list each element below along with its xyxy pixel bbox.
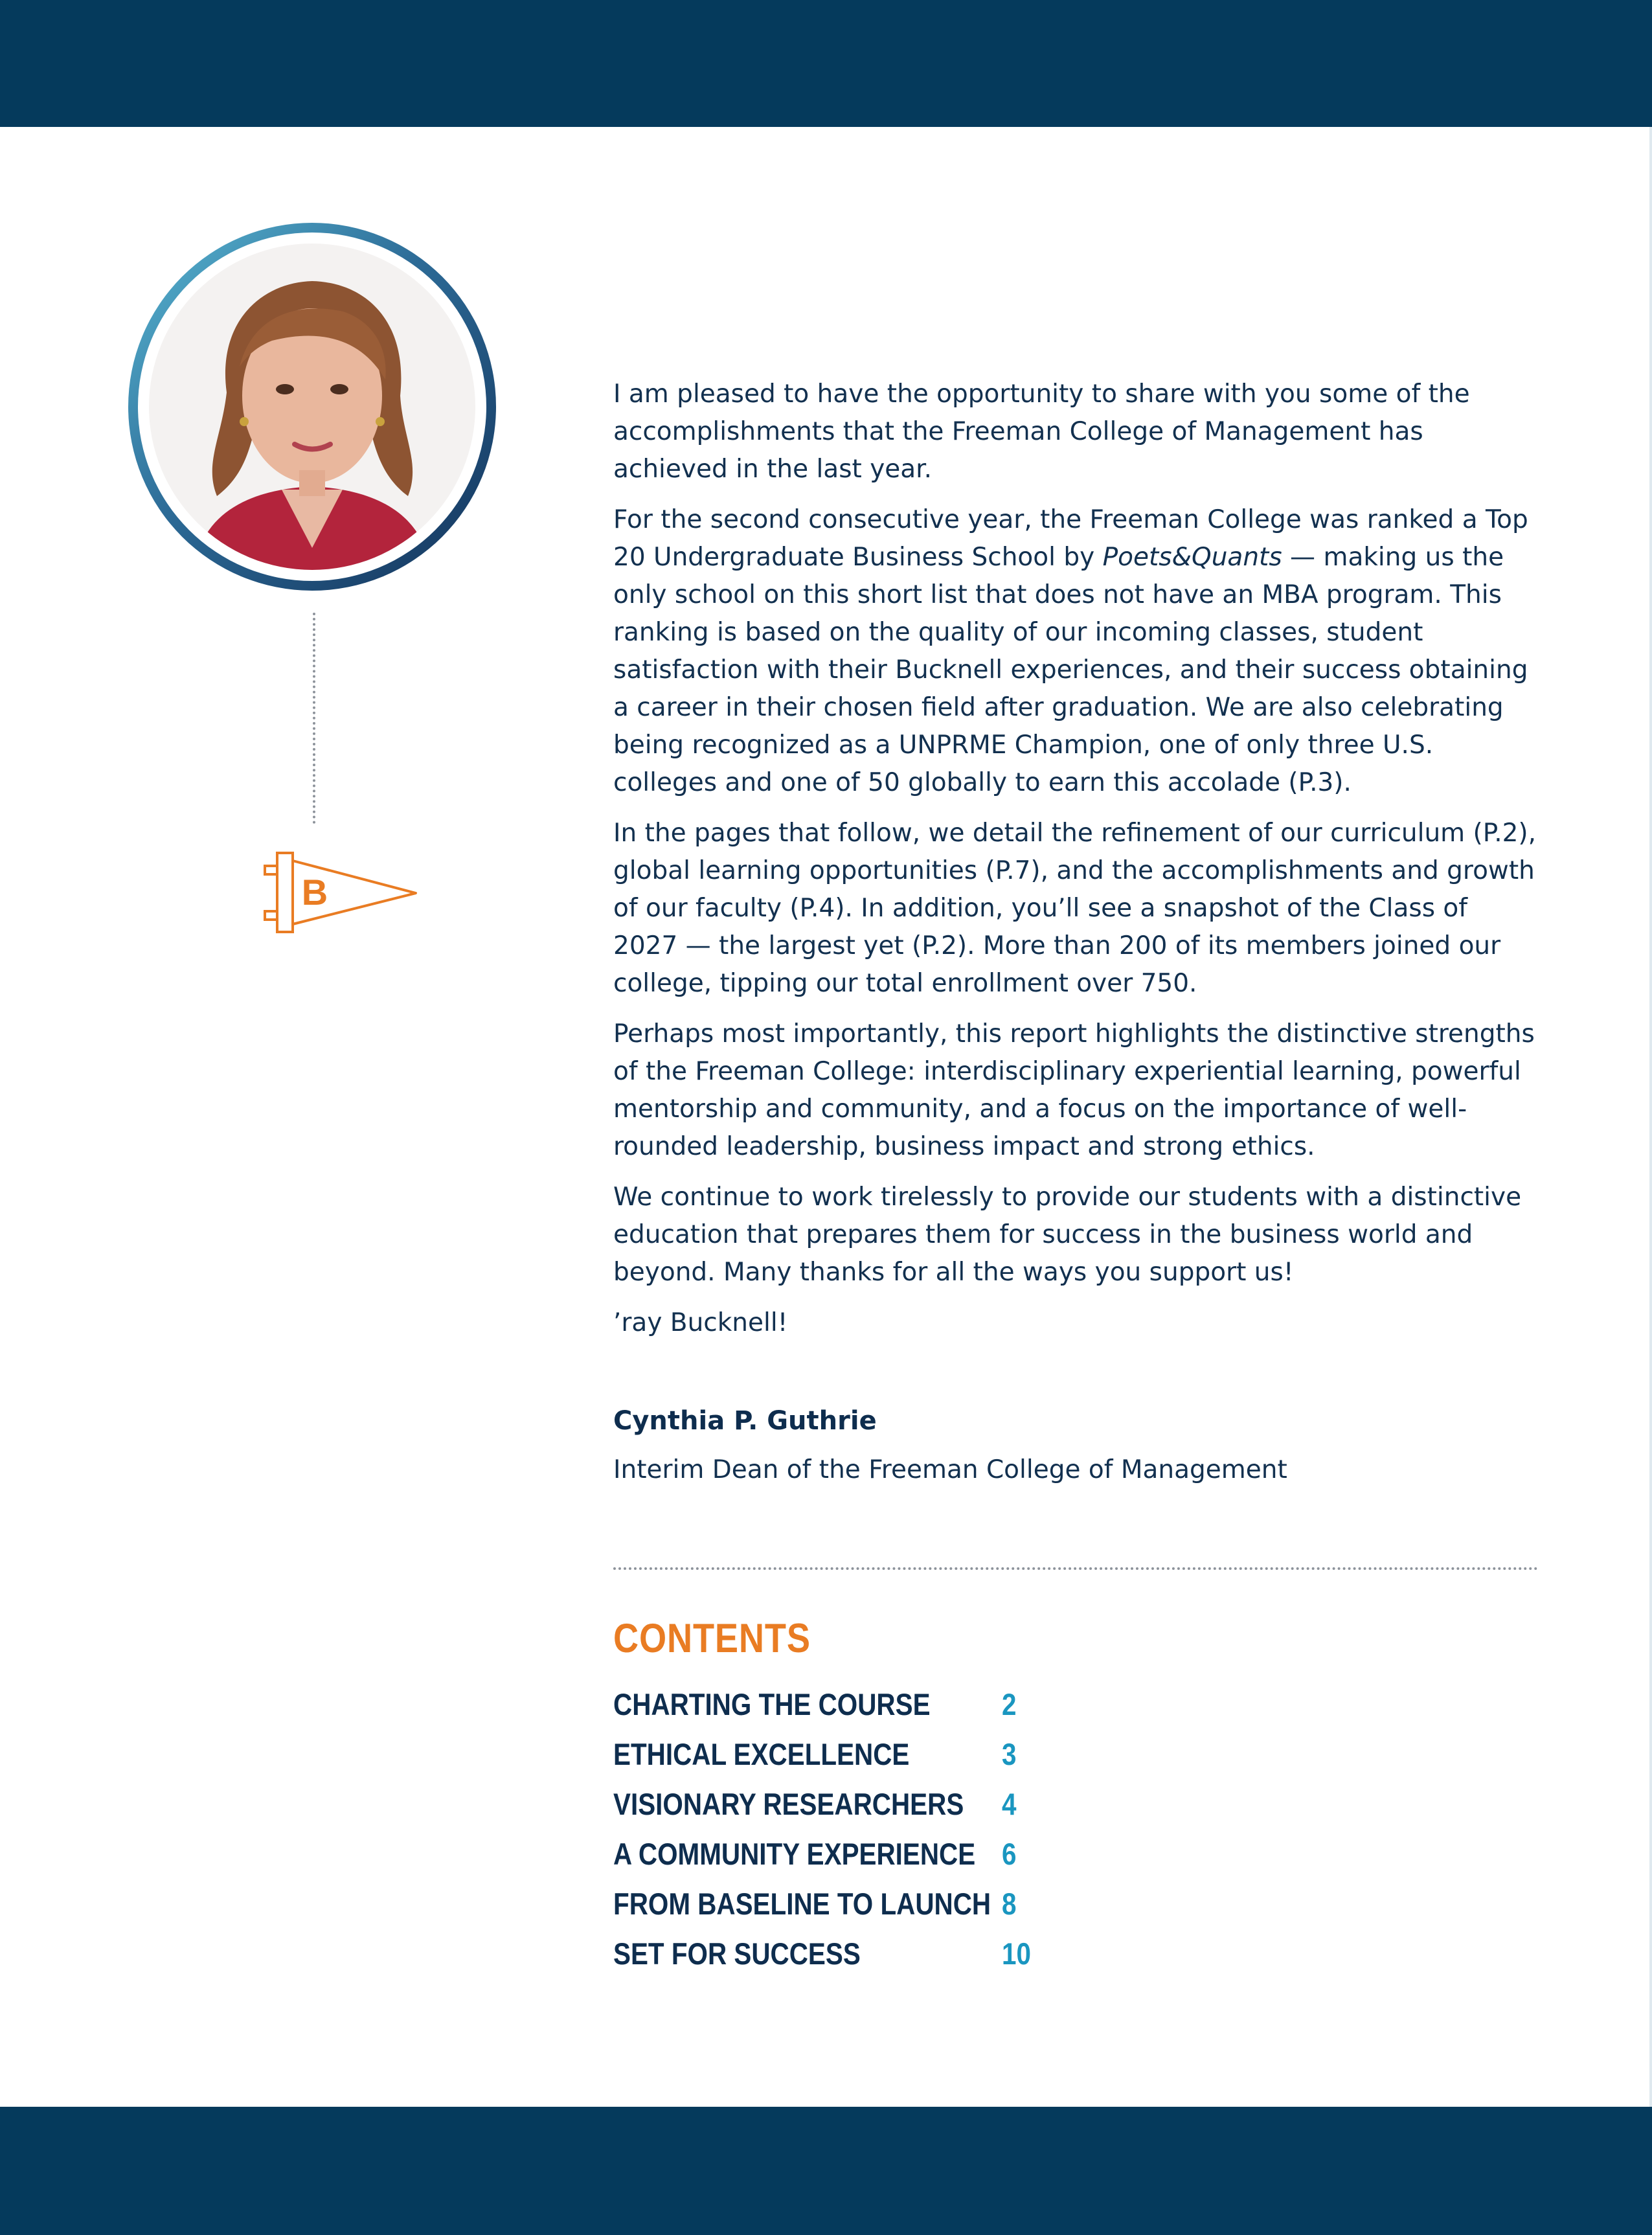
section-divider [613, 1567, 1538, 1570]
toc-item[interactable] [613, 1886, 1067, 1936]
toc-item-page: 6 [1002, 1837, 1017, 1871]
toc-item-page: 8 [1002, 1887, 1017, 1921]
pennant-letter: B [301, 872, 328, 913]
dean-letter [613, 376, 1539, 1355]
signature-name: Cynthia P. Guthrie [613, 1406, 877, 1436]
publication-name: Poets&Quants [1102, 543, 1282, 572]
bottom-banner [0, 2107, 1652, 2235]
toc-item-label: A COMMUNITY EXPERIENCE [613, 1837, 976, 1871]
toc-item-label: CHARTING THE COURSE [613, 1687, 931, 1721]
toc-item[interactable] [613, 1936, 1067, 1986]
letter-paragraph: I am pleased to have the opportunity to share with you some of the accomplishments that the Freeman College of Management has achieved in the last year. [613, 380, 1470, 484]
toc-item-page: 3 [1002, 1737, 1017, 1771]
toc-item[interactable] [613, 1686, 1067, 1736]
vertical-dotted-connector [313, 613, 315, 824]
toc-item-label: SET FOR SUCCESS [613, 1936, 861, 1971]
toc-item[interactable] [613, 1786, 1067, 1836]
table-of-contents [613, 1686, 1067, 1986]
letter-paragraph: For the second consecutive year, the Freeman College was ranked a Top 20 Undergraduate Business School by Poets&Quants — making us the only school on this short list that does not have an MBA program. This ranking is based on the quality of our incoming classes, student satisfaction with their Bucknell experiences, and their success obtaining a career in their chosen field after graduation. We are also celebrating being recognized as a UNPRME Champion, one of only three U.S. colleges and one of 50 globally to earn this accolade (P.3). [613, 505, 1528, 797]
letter-closing: ’ray Bucknell! [613, 1308, 788, 1337]
toc-item-label: FROM BASELINE TO LAUNCH [613, 1887, 991, 1921]
top-banner [0, 0, 1652, 127]
toc-item-label: ETHICAL EXCELLENCE [613, 1737, 910, 1771]
toc-item-page: 4 [1002, 1787, 1017, 1821]
signature-title: Interim Dean of the Freeman College of Management [613, 1455, 1287, 1484]
toc-item-label: VISIONARY RESEARCHERS [613, 1787, 964, 1821]
letter-paragraph: We continue to work tirelessly to provide our students with a distinctive education that prepares them for success in the business world and beyond. Many thanks for all the ways you support us! [613, 1183, 1522, 1287]
pennant-icon [263, 852, 418, 936]
dean-portrait [128, 223, 496, 591]
dean-photo [149, 244, 475, 570]
contents-heading: CONTENTS [613, 1616, 811, 1661]
toc-item-page: 10 [1002, 1936, 1031, 1971]
letter-paragraph: Perhaps most importantly, this report highlights the distinctive strengths of the Freeman College: interdisciplinary experiential learning, powerful mentorship and community, and a focus on the importance of well-rounded leadership, business impact and strong ethics. [613, 1019, 1535, 1161]
toc-item[interactable] [613, 1836, 1067, 1886]
toc-item[interactable] [613, 1736, 1067, 1786]
right-edge-rule [1649, 127, 1652, 2107]
letter-paragraph: In the pages that follow, we detail the refinement of our curriculum (P.2), global learning opportunities (P.7), and the accomplishments and growth of our faculty (P.4). In addition, you’ll see a snapshot of the Class of 2027 — the largest yet (P.2). More than 200 of its members joined our college, tipping our total enrollment over 750. [613, 819, 1537, 998]
toc-item-page: 2 [1002, 1687, 1017, 1721]
